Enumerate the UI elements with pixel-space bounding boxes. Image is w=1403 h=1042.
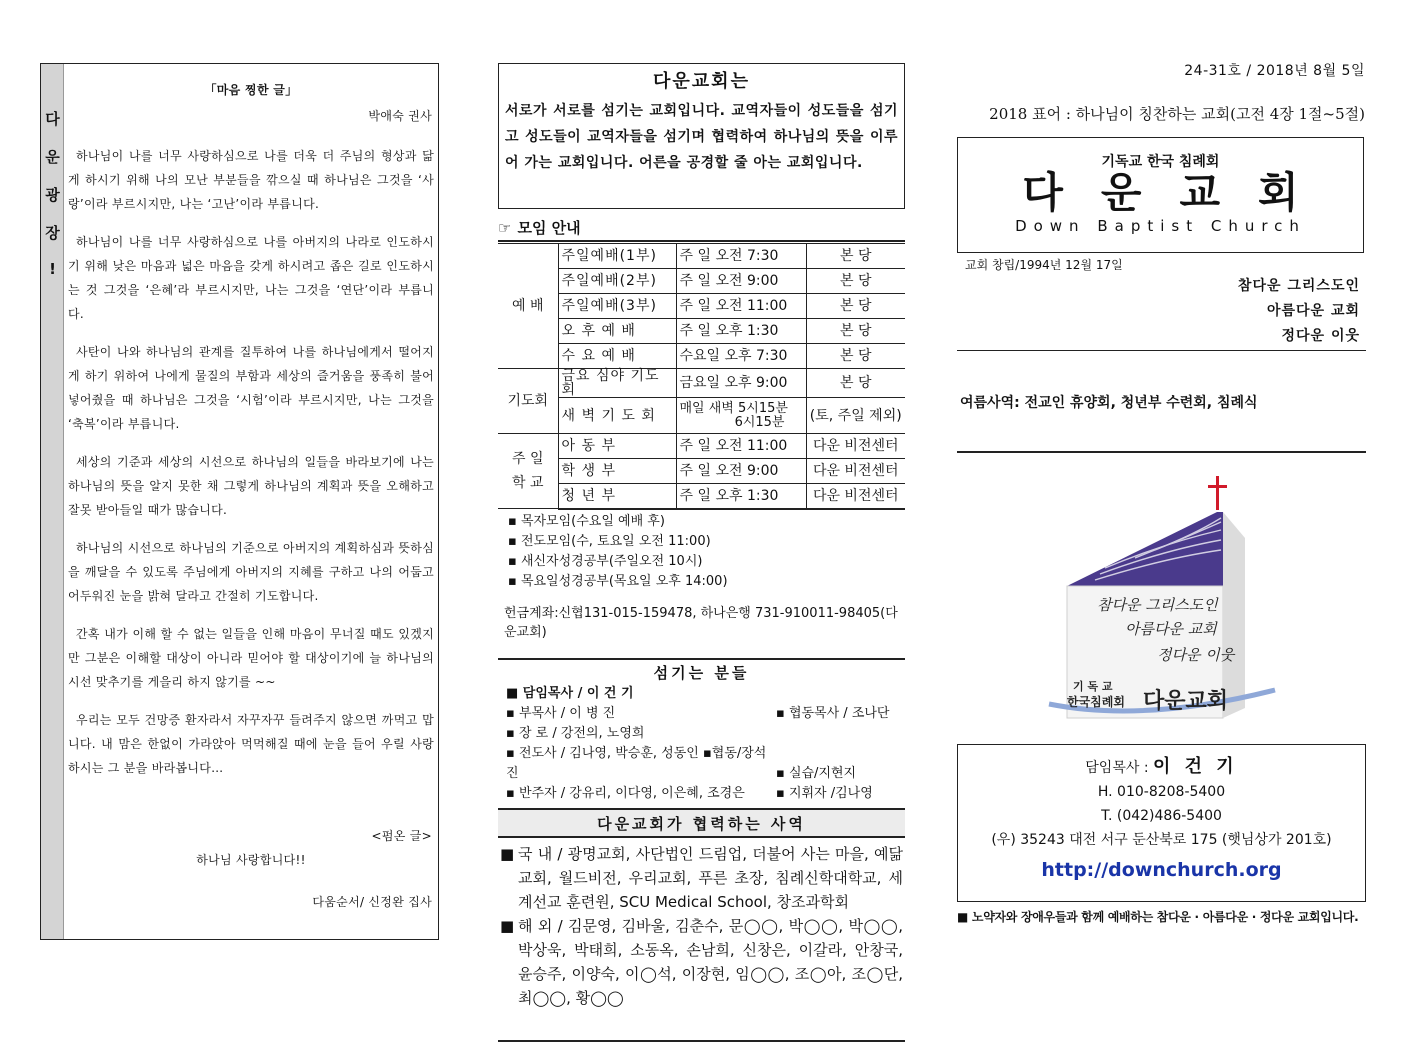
list-item [500,842,903,914]
group-worship: 예 배 [498,244,558,369]
meeting-name: 오 후 예 배 [558,319,676,344]
table-row [498,244,905,269]
table-row [498,344,905,369]
meeting-place: 본 당 [806,369,905,398]
mobile-phone: H. 010-8208-5400 [1097,784,1226,800]
server-item: ▪ 반주자 / 강유리, 이다영, 이은혜, 조경은 [506,785,745,801]
list-item [506,704,905,724]
essay-signature: 다움순서/ 신정완 집사 [312,895,432,909]
group-label-line: 학 교 [512,475,544,491]
essay-source: <펌온 글> [371,829,432,843]
motto-line: 아름다운 교회 [1266,303,1360,319]
meeting-place: (토, 주일 제외) [806,398,905,434]
essay-paragraph: 우리는 모두 건망증 환자라서 자꾸자꾸 들려주지 않으면 까먹고 맙니다. 내 맘은 한없이 가라앉아 먹먹해질 때에 눈을 들어 우릴 사랑하시는 그 분을 바라봅니다… [68,713,434,775]
church-name: 다운교회 [1022,168,1337,217]
note-item: ▪ 목요일성경공부(목요일 오후 14:00) [508,573,728,589]
meeting-name: 수 요 예 배 [558,344,676,369]
sidebar-title [41,64,64,939]
table-row [498,319,905,344]
bullet: ■ [500,844,515,863]
logo-sub-text: 한국침례회 [1067,695,1125,709]
cooperation-overseas: 해 외 / 김문영, 김바울, 김춘수, 문◯◯, 박◯◯, 박◯◯, 박상욱, 박태희, 소동옥, 손남희, 신창은, 이갈라, 안창국, 윤승주, 이양숙, 이◯석, 이장현, 임◯◯, 조◯아, 조◯단, 최◯◯, 황◯◯ [518,916,903,1007]
meeting-name: 학 생 부 [558,459,676,484]
pastor-line [958,755,1365,780]
meeting-time: 주 일 오후 1:30 [676,484,806,509]
meetings-heading [498,217,905,242]
motto-line: 정다운 이웃 [1281,328,1360,344]
essay-title: ｢마음 찡한 글｣ [210,83,292,97]
essay-paragraph: 하나님이 나를 너무 사랑하심으로 나를 더욱 더 주님의 형상과 닮게 하시기 위해 나의 모난 부분들을 깎으실 때 하나님은 그것을 ‘사랑’이라 부르시지만, 나는 ‘고난’이라 부릅니다. [68,149,434,211]
about-heading: 다운교회는 [653,71,750,92]
table-row [498,459,905,484]
divider [957,451,1366,453]
year-motto: 2018 표어 : 하나님이 칭찬하는 교회(고전 4장 1절~5절) [989,105,1365,123]
group-prayer: 기도회 [498,369,558,434]
church-side-wall [1223,512,1245,718]
summer-events: 여름사역: 전교인 휴양회, 청년부 수련회, 침례식 [960,395,1258,411]
sidebar-char: ! [49,260,56,278]
essay-paragraph: 하나님의 시선으로 하나님의 기준으로 아버지의 계획하심과 뜻하심을 깨달을 수 있도록 주님에게 아버지의 지혜를 구하고 나의 어둡고 어두워진 눈을 밝혀 달라고 간절히 기도합니다. [68,541,434,603]
list-item [506,784,905,804]
logo-name-text: 다운교회 [1143,689,1229,714]
cooperation-heading: 다운교회가 협력하는 사역 [498,808,905,838]
church-mottos [1238,274,1360,349]
table-row [498,294,905,319]
servers-heading: 섬기는 분들 [498,658,905,684]
list-item [506,724,905,744]
server-item: ■ 담임목사 / 이 건 기 [506,685,634,701]
server-item: ▪ 장 로 / 강전의, 노영희 [506,725,645,741]
sidebar-char: 광 [45,186,60,204]
pastor-label: 담임목사 : [1085,760,1153,776]
meeting-place: 다운 비전센터 [806,484,905,509]
meeting-name: 주일예배(3부) [558,294,676,319]
group-label-line: 주 일 [512,451,544,467]
meeting-name: 새 벽 기 도 회 [558,398,676,434]
handwriting-line: 정다운 이웃 [1157,646,1235,664]
meeting-place: 본 당 [806,294,905,319]
bullet: ■ [500,916,515,935]
meeting-time: 주 일 오전 9:00 [676,459,806,484]
meeting-place: 본 당 [806,244,905,269]
list-item [506,744,905,784]
essay-paragraphs [68,144,434,794]
note-item: ▪ 전도모임(수, 토요일 오전 11:00) [508,533,711,549]
sidebar-char: 운 [45,148,60,166]
pointing-hand-icon: ☞ [498,219,512,237]
meeting-name: 금요 심야 기도회 [558,369,676,398]
cross-icon [1208,476,1227,510]
servers-list [498,684,905,804]
handwriting-line: 참다운 그리스도인 [1097,596,1218,614]
note-item: ▪ 새신자성경공부(주일오전 10시) [508,553,703,569]
denomination: 기독교 한국 침례회 [1101,154,1220,170]
server-item: ▪ 전도사 / 김나영, 박승훈, 성동인 ▪협동/장석진 [506,745,767,781]
meeting-time: 수요일 오후 7:30 [676,344,806,369]
contact-box [957,744,1366,902]
meeting-place: 본 당 [806,319,905,344]
note-row [508,552,905,592]
note-row [508,512,905,552]
motto-line: 참다운 그리스도인 [1237,278,1360,294]
meeting-name: 아 동 부 [558,434,676,459]
essay-paragraph: 세상의 기준과 세상의 시선으로 하나님의 일들을 바라보기에 나는 하나님의 뜻을 알지 못한 채 그렇게 하나님의 계획과 뜻을 오해하고 잘못 받아들일 때가 많습니다. [68,455,434,517]
group-sunday-school [498,434,558,509]
list-item [506,684,905,704]
essay-paragraph: 간혹 내가 이해 할 수 없는 일들을 인해 마음이 무너질 때도 있겠지만 그분은 이해할 대상이 아니라 믿어야 할 대상이기에 늘 하나님의 시선 맞추기를 게을리 하지 않기를 ~~ [68,627,434,689]
footer-note: ■ 노약자와 장애우들과 함께 예배하는 참다운 · 아름다운 · 정다운 교회입니다. [957,910,1359,924]
meeting-notes [498,512,905,592]
meeting-time [676,398,806,434]
meeting-time: 주 일 오후 1:30 [676,319,806,344]
website-link[interactable]: http://downchurch.org [1041,859,1282,881]
server-item: ▪ 협동목사 / 조나단 [776,705,890,721]
sidebar-char: 장 [45,224,60,242]
meeting-place: 본 당 [806,344,905,369]
meeting-time: 주 일 오전 9:00 [676,269,806,294]
divider [957,350,1366,351]
server-item: ▪ 지휘자 /김나영 [776,785,873,801]
issue-number: 24-31호 / 2018년 8월 5일 [1184,63,1365,79]
meeting-name: 청 년 부 [558,484,676,509]
note-item: ▪ 목자모임(수요일 예배 후) [508,513,665,529]
meeting-name: 주일예배(2부) [558,269,676,294]
sidebar-char: 다 [45,110,60,128]
church-english-name: Down Baptist Church [1015,217,1306,235]
meeting-place: 다운 비전센터 [806,459,905,484]
meetings-heading-label: 모임 안내 [517,219,581,237]
meeting-name: 주일예배(1부) [558,244,676,269]
table-row [498,269,905,294]
meeting-time: 주 일 오전 11:00 [676,434,806,459]
table-row [498,369,905,398]
cooperation-list [498,838,905,1042]
table-row [498,434,905,459]
meeting-time-line: 6시15분 [734,414,785,430]
table-row [498,484,905,509]
essay-paragraph: 하나님이 나를 너무 사랑하심으로 나를 아버지의 나라로 인도하시기 위해 낮은 마음과 넓은 마음을 갖게 하시려고 좁은 길로 인도하시는 것 그것을 ‘은혜’라 부르시지만, 나는 그것을 ‘연단’이라 부릅니다. [68,235,434,321]
essay-panel [40,63,439,940]
server-item: ▪ 부목사 / 이 병 진 [506,705,616,721]
address: (우) 35243 대전 서구 둔산북로 175 (햇님상가 201호) [991,832,1332,848]
meeting-place: 다운 비전센터 [806,434,905,459]
about-body: 서로가 서로를 섬기는 교회입니다. 교역자들이 성도들을 섬기고 성도들이 교역자들을 섬기며 협력하여 하나님의 뜻을 이루어 가는 교회입니다. 어른을 공경할 줄 아는 교회입니다. [505,103,898,171]
essay-body [64,64,438,939]
about-box [498,63,905,209]
cooperation-domestic: 국 내 / 광명교회, 사단법인 드림업, 더불어 사는 마을, 예닮교회, 월드비전, 우리교회, 푸른 초장, 침례신학대학교, 세계선교 훈련원, SCU Medical School, 창조과학회 [518,844,903,911]
telephone: T. (042)486-5400 [1101,808,1222,824]
meeting-time: 주 일 오전 7:30 [676,244,806,269]
list-item [500,914,903,1010]
meeting-time: 주 일 오전 11:00 [676,294,806,319]
essay-paragraph: 사탄이 나와 하나님의 관계를 질투하여 나를 하나님에게서 떨어지게 하기 위하여 나에게 물질의 부함과 세상의 즐거움을 풍족히 불어 넣어줬을 때 하나님은 그것을 ‘시험’이라 부르시지만, 나는 그것을 ‘축복’이라 부릅니다. [68,345,434,431]
church-name-box [957,137,1364,253]
middle-column [498,63,905,1007]
essay-closing: 하나님 사랑합니다!! [196,853,306,867]
founded-date: 교회 창립/1994년 12월 17일 [965,258,1123,272]
church-illustration [1045,468,1285,738]
handwriting-line: 아름다운 교회 [1125,620,1217,638]
meeting-time: 금요일 오후 9:00 [676,369,806,398]
table-row [498,398,905,434]
logo-top-text: 기 독 교 [1073,680,1113,693]
meeting-place: 본 당 [806,269,905,294]
essay-author: 박애숙 권사 [368,109,432,123]
server-item: ▪ 실습/지현지 [776,765,857,781]
church-roof [1067,512,1223,586]
meeting-time-line: 매일 새벽 5시15분 [679,400,788,416]
offering-account: 헌금계좌:신협131-015-159478, 하나은행 731-910011-98405(다운교회) [504,605,898,640]
meeting-schedule-table [498,243,905,510]
pastor-name: 이 건 기 [1153,756,1238,777]
